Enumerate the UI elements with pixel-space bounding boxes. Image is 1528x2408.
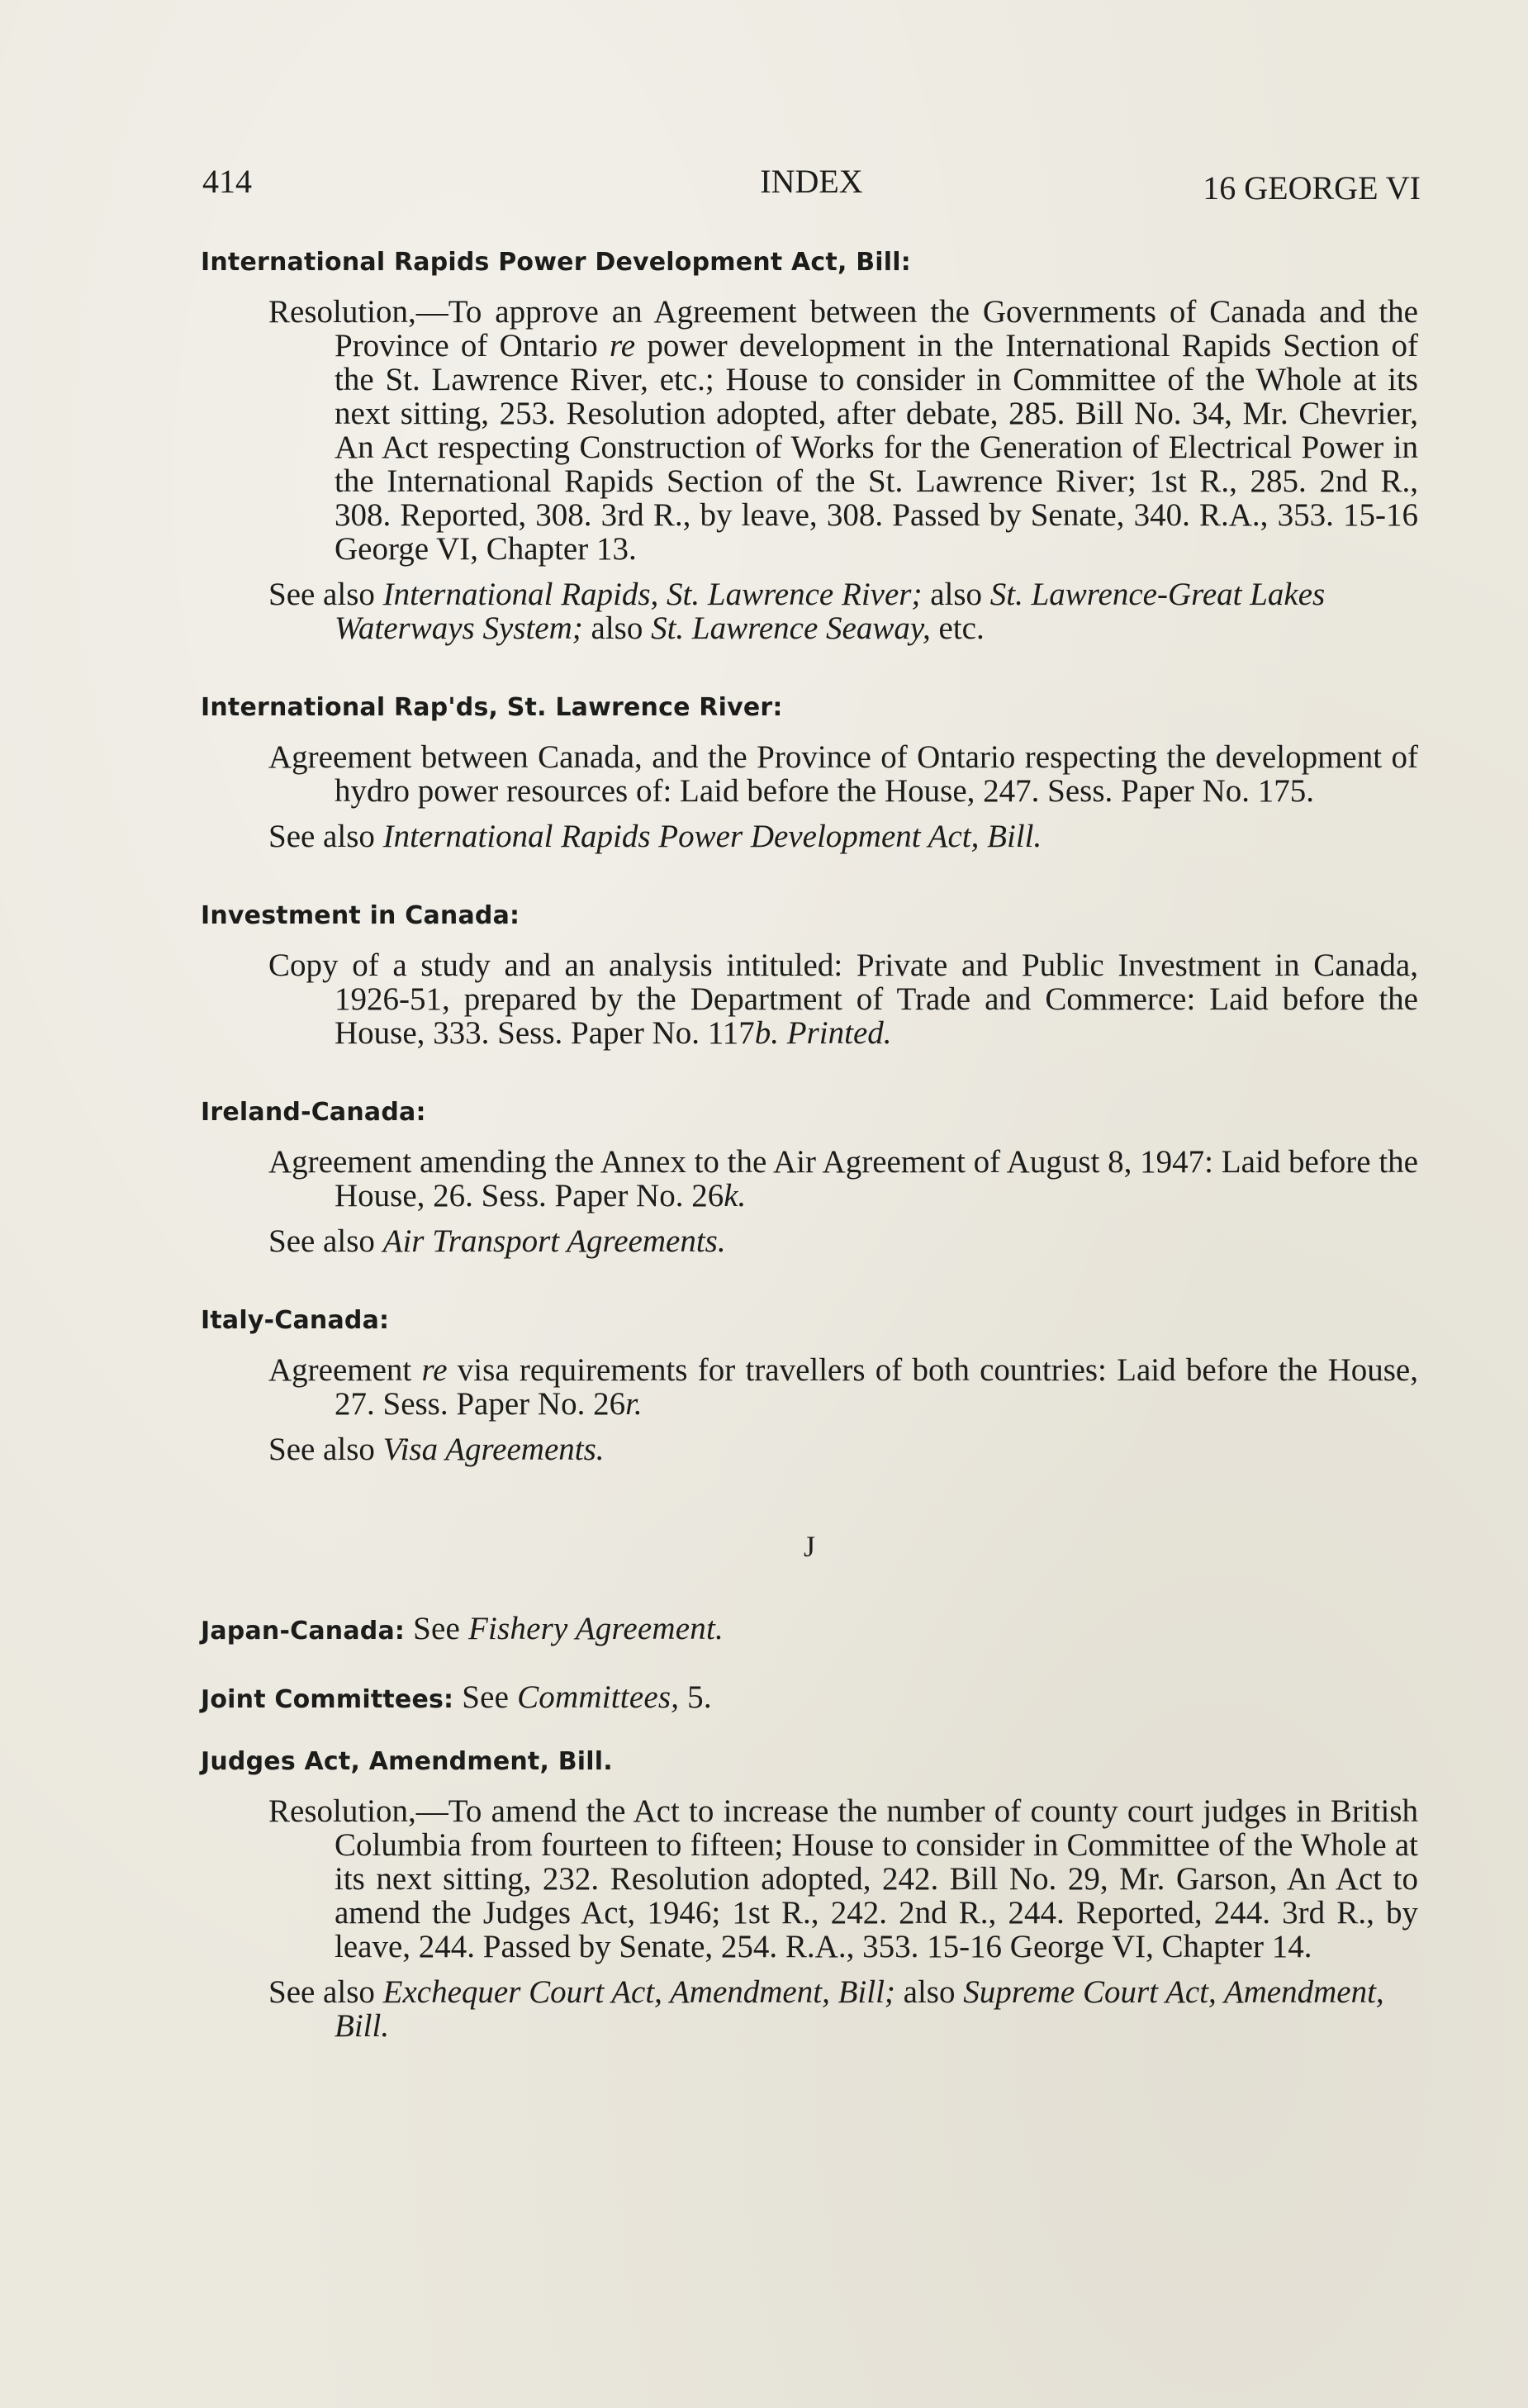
see-also-reference: See also Air Transport Agreements.: [268, 1223, 726, 1259]
see-also-reference: See also Exchequer Court Act, Amendment, Bill; also Supreme Court Act, Amendment, Bill.: [268, 1974, 1384, 2044]
index-entry: [201, 693, 1418, 853]
index-entry: [201, 901, 1418, 1050]
entry-paragraph: Copy of a study and an analysis intituled: Private and Public Investment in Canada, 1926-51, prepared by the Department of Trade and Commerce: Laid before the House, 333. Sess. Paper No. 117b. Printed.: [268, 948, 1418, 1051]
index-entry-joint-committees: Joint Committees: See Committees, 5.: [201, 1679, 712, 1715]
entry-paragraph: Resolution,—To amend the Act to increase the number of county court judges in British Columbia from fourteen to fifteen; House to consider in Committee of the Whole at its next sitting, 232. Resolution adopted, 242. Bill No. 29, Mr. Garson, An Act to amend the Judges Act, 1946; 1st R., 242. 2nd R., 244. Reported, 244. 3rd R., by leave, 244. Passed by Senate, 254. R.A., 353. 15-16 George VI, Chapter 14.: [268, 1793, 1418, 1964]
page-number: 414: [202, 163, 252, 200]
entry-heading: Ireland-Canada:: [201, 1098, 426, 1127]
entry-heading: International Rapids Power Development Act, Bill:: [201, 248, 911, 277]
entry-heading: Investment in Canada:: [201, 901, 520, 930]
section-letter: J: [803, 1530, 815, 1563]
index-entry: [201, 1098, 1418, 1258]
entry-paragraph: Agreement between Canada, and the Province of Ontario respecting the development of hydro power resources of: Laid before the House, 247. Sess. Paper No. 175.: [268, 739, 1418, 809]
index-entry-japan-canada: Japan-Canada: See Fishery Agreement.: [201, 1611, 724, 1646]
entry-heading: Italy-Canada:: [201, 1306, 390, 1335]
entry-paragraph: Agreement amending the Annex to the Air Agreement of August 8, 1947: Laid before the House, 26. Sess. Paper No. 26k.: [268, 1144, 1418, 1213]
index-entry: [201, 248, 1418, 645]
see-also-reference: See also International Rapids, St. Lawrence River; also St. Lawrence-Great Lakes Waterways System; also St. Lawrence Seaway, etc.: [268, 577, 1326, 646]
entry-paragraph: Agreement re visa requirements for travellers of both countries: Laid before the House, 27. Sess. Paper No. 26r.: [268, 1352, 1418, 1422]
index-entry: [201, 1747, 1418, 2043]
running-head: [202, 162, 1421, 207]
running-head-title: INDEX: [760, 163, 863, 200]
running-head-session: 16 GEORGE VI: [1203, 169, 1421, 207]
index-content: [201, 248, 1418, 2091]
index-entry: [201, 1306, 1418, 1466]
see-also-reference: See also Visa Agreements.: [268, 1432, 605, 1467]
entry-paragraph: Resolution,—To approve an Agreement between the Governments of Canada and the Province of Ontario re power development in the International Rapids Section of the St. Lawrence River, etc.; House to consider in Committee of the Whole at its next sitting, 253. Resolution adopted, after debate, 285. Bill No. 34, Mr. Chevrier, An Act respecting Construction of Works for the Generation of Electrical Power in the International Rapids Section of the St. Lawrence River; 1st R., 285. 2nd R., 308. Reported, 308. 3rd R., by leave, 308. Passed by Senate, 340. R.A., 353. 15-16 George VI, Chapter 13.: [268, 294, 1418, 567]
entry-heading: International Rap'ds, St. Lawrence River:: [201, 693, 783, 722]
see-also-reference: See also International Rapids Power Development Act, Bill.: [268, 819, 1042, 854]
entry-heading: Judges Act, Amendment, Bill.: [201, 1747, 613, 1776]
